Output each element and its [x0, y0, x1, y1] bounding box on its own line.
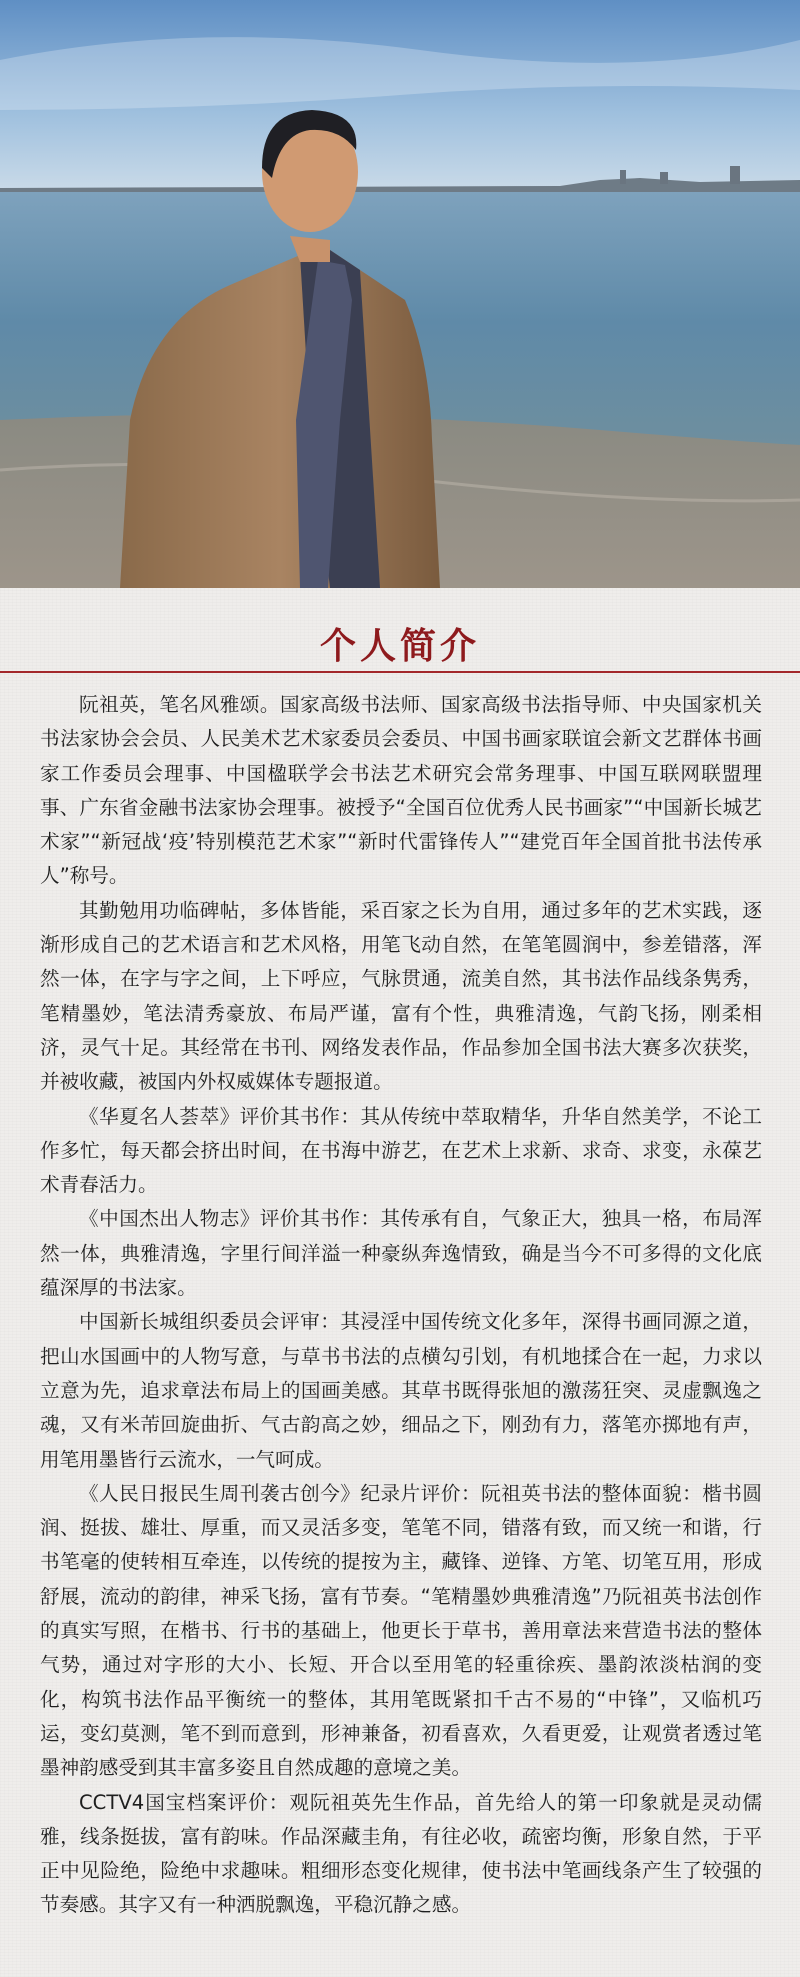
- profile-paragraph: 《人民日报民生周刊袭古创今》纪录片评价：阮祖英书法的整体面貌：楷书圆润、挺拔、雄壮、厚重，而又灵活多变，笔笔不同，错落有致，而又统一和谐，行书笔毫的使转相互牵连，以传统的提按为主，藏锋、逆锋、方笔、切笔互用，形成舒展，流动的韵律，神采飞扬，富有节奏。“笔精墨妙典雅清逸”乃阮祖英书法创作的真实写照，在楷书、行书的基础上，他更长于草书，善用章法来营造书法的整体气势，通过对字形的大小、长短、开合以至用笔的轻重徐疾、墨韵浓淡枯润的变化，构筑书法作品平衡统一的整体，其用笔既紧扣千古不易的“中锋”，又临机巧运，变幻莫测，笔不到而意到，形神兼备，初看喜欢，久看更爱，让观赏者透过笔墨神韵感受到其丰富多姿且自然成趣的意境之美。: [40, 1481, 762, 1780]
- portrait-photo: [0, 0, 800, 588]
- lakeside-portrait-illustration: [0, 0, 800, 588]
- profile-paragraph: 其勤勉用功临碑帖，多体皆能，采百家之长为自用，通过多年的艺术实践，逐渐形成自己的艺术语言和艺术风格，用笔飞动自然，在笔笔圆润中，参差错落，浑然一体，在字与字之间，上下呼应，气脉贯通，流美自然，其书法作品线条隽秀，笔精墨妙，笔法清秀豪放、布局严谨，富有个性，典雅清逸，气韵飞扬，刚柔相济，灵气十足。其经常在书刊、网络发表作品，作品参加全国书法大赛多次获奖，并被收藏，被国内外权威媒体专题报道。: [40, 898, 762, 1094]
- profile-paragraph: CCTV4国宝档案评价：观阮祖英先生作品，首先给人的第一印象就是灵动儒雅，线条挺拔，富有韵味。作品深藏圭角，有往必收，疏密均衡，形象自然，于平正中见险绝，险绝中求趣味。粗细形态变化规律，使书法中笔画线条产生了较强的节奏感。其字又有一种洒脱飘逸，平稳沉静之感。: [40, 1790, 762, 1917]
- profile-paragraph: 阮祖英，笔名风雅颂。国家高级书法师、国家高级书法指导师、中央国家机关书法家协会会员、人民美术艺术家委员会委员、中国书画家联谊会新文艺群体书画家工作委员会理事、中国楹联学会书法艺术研究会常务理事、中国互联网联盟理事、广东省金融书法家协会理事。被授予“全国百位优秀人民书画家”“中国新长城艺术家”“新冠战‘疫’特别模范艺术家”“新时代雷锋传人”“建党百年全国首批书法传承人”称号。: [40, 693, 762, 888]
- profile-section: [0, 588, 800, 1977]
- title-divider: [0, 671, 800, 673]
- profile-paragraph: 《华夏名人荟萃》评价其书作：其从传统中萃取精华，升华自然美学，不论工作多忙，每天都会挤出时间，在书海中游艺，在艺术上求新、求奇、求变，永葆艺术青春活力。: [40, 1104, 762, 1197]
- profile-title: 个人简介: [319, 625, 480, 667]
- profile-paragraph: 《中国杰出人物志》评价其书作：其传承有自，气象正大，独具一格，布局浑然一体，典雅清逸，字里行间洋溢一种豪纵奔逸情致，确是当今不可多得的文化底蕴深厚的书法家。: [40, 1207, 762, 1300]
- profile-paragraph: 中国新长城组织委员会评审：其浸淫中国传统文化多年，深得书画同源之道，把山水国画中的人物写意，与草书书法的点横勾引划，有机地揉合在一起，力求以立意为先，追求章法布局上的国画美感。其草书既得张旭的激荡狂突、灵虚飘逸之魂，又有米芾回旋曲折、气古韵高之妙，细品之下，刚劲有力，落笔亦掷地有声，用笔用墨皆行云流水，一气呵成。: [40, 1310, 762, 1471]
- profile-body: [40, 688, 762, 1923]
